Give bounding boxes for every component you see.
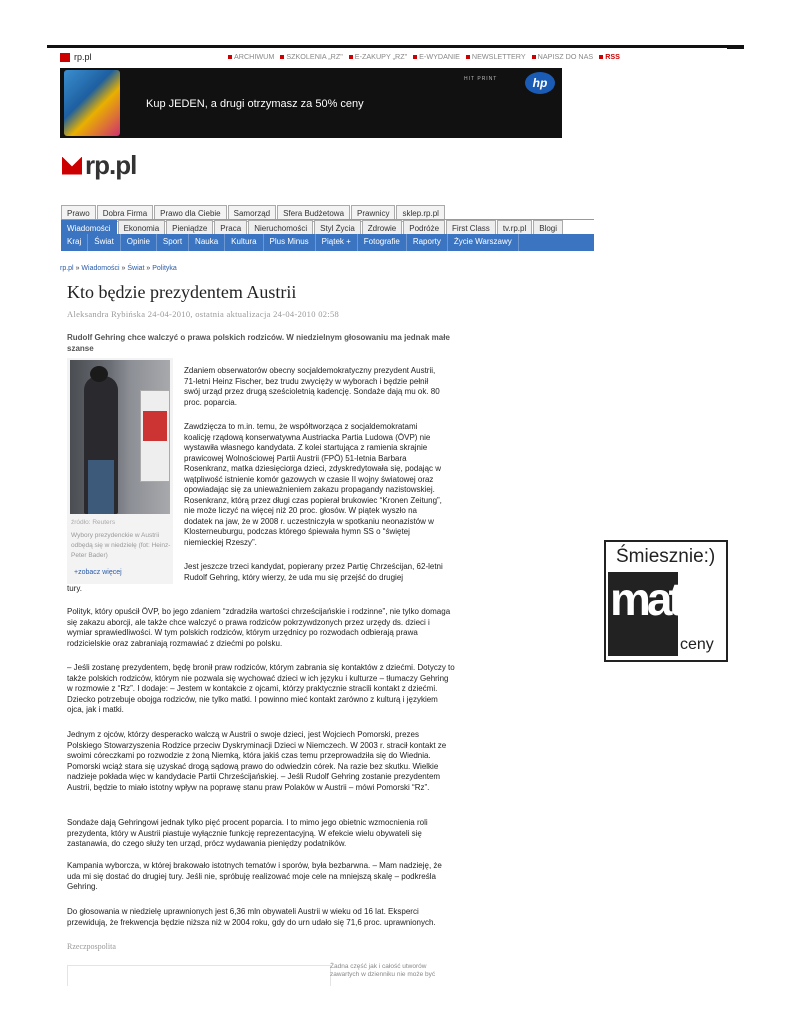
photo-source: źródło: Reuters: [71, 519, 116, 526]
tab-blogi[interactable]: Blogi: [533, 220, 563, 237]
logo-mark-icon: [60, 53, 70, 62]
bullet-icon: [349, 55, 353, 59]
article-photo-box: [67, 358, 173, 584]
article-title: Kto będzie prezydentem Austrii: [67, 282, 297, 302]
top-nav: [228, 52, 620, 61]
photo-figure-legs: [88, 460, 114, 514]
footer-box: [67, 965, 331, 986]
side-ad-headline: Śmiesznie:): [616, 546, 716, 567]
article-paragraph: Jest jeszcze trzeci kandydat, popierany przez Partię Chrześcijan, 62-letni Rudolf Gehring, który wierzy, że uda mu się przejść do drugiej: [184, 562, 443, 582]
breadcrumb: [60, 265, 177, 272]
small-logo[interactable]: [60, 52, 92, 62]
bullet-icon: [532, 55, 536, 59]
tab-podroze[interactable]: Podróże: [403, 220, 445, 237]
tab-ekonomia[interactable]: Ekonomia: [118, 220, 166, 237]
breadcrumb-item[interactable]: Wiadomości: [81, 265, 120, 272]
top-rule-tick: [727, 45, 744, 49]
tab-nieruchomosci[interactable]: Nieruchomości: [248, 220, 313, 237]
article-paragraph: Polityk, który opuścił ÖVP, bo jego zdaniem “zdradziła wartości chrześcijańskie i rodzinne”, nie tylko domaga się zakazu aborcji, ale także chce walczyć o prawa rodziców pokrzywdzonych przez urzędy ds. dzieci i wymiar sprawiedliwości. W tym polskich rodziców, którym urzędnicy po rozwodach odbierają prawa rodzicielskie oraz zabraniają rozmawiać z dziećmi po polsku.: [67, 607, 451, 648]
topnav-item-e-wydanie[interactable]: [413, 52, 460, 61]
tab-prawo-dla-ciebie[interactable]: Prawo dla Ciebie: [154, 205, 226, 222]
bullet-icon: [599, 55, 603, 59]
tab-first-class[interactable]: First Class: [446, 220, 496, 237]
side-ad[interactable]: [604, 540, 728, 662]
bullet-icon: [228, 55, 232, 59]
topnav-item-newslettery[interactable]: [466, 52, 526, 61]
side-ad-suffix: ceny: [680, 636, 714, 653]
article-lead: Rudolf Gehring chce walczyć o prawa polskich rodziców. W niedzielnym głosowaniu ma jednak małe szanse: [67, 333, 450, 353]
subnav-sport[interactable]: Sport: [157, 234, 189, 251]
article-paragraph: Do głosowania w niedzielę uprawnionych jest 6,36 mln obywateli Austrii w wieku od 16 lat. Eksperci przewidują, że frekwencja będzie niższa niż w 2004 roku, gdy do urn udało się 71,6 proc. uprawnionych.: [67, 907, 436, 927]
tab-styl-zycia[interactable]: Styl Życia: [314, 220, 361, 237]
article-paragraph: tury.: [67, 584, 82, 593]
subnav-bar: [61, 234, 594, 251]
article-paragraph: Sondaże dają Gehringowi jednak tylko pięć procent poparcia. I to mimo jego obietnic wzmocnienia roli prezydenta, który w Austrii piastuje wyłącznie funkcję reprezentacyjną. W efekcie wielu obywateli się zastanawia, do czego służy ten urząd, prócz wydawania pieniędzy podatników.: [67, 818, 428, 848]
subnav-zycie-warszawy[interactable]: Życie Warszawy: [448, 234, 519, 251]
banner-tagline: HIT PRINT: [464, 76, 498, 82]
tab-zdrowie[interactable]: Zdrowie: [362, 220, 402, 237]
tab-tv[interactable]: tv.rp.pl: [497, 220, 532, 237]
photo-billboard-poster: [143, 411, 167, 441]
breadcrumb-separator: »: [144, 265, 153, 272]
tab-samorzad[interactable]: Samorząd: [228, 205, 276, 222]
bullet-icon: [280, 55, 284, 59]
banner-text: Kup JEDEN, a drugi otrzymasz za 50% ceny: [146, 98, 364, 110]
subnav-piatek[interactable]: Piątek +: [316, 234, 358, 251]
subnav-nauka[interactable]: Nauka: [189, 234, 225, 251]
site-logo-text: rp.pl: [85, 150, 137, 180]
small-logo-text: rp.pl: [74, 52, 92, 62]
article-byline: Aleksandra Rybińska 24-04-2010, ostatnia aktualizacja 24-04-2010 02:58: [67, 309, 340, 319]
tab-sfera-budzetowa[interactable]: Sfera Budżetowa: [277, 205, 350, 222]
article-paragraph: – Jeśli zostanę prezydentem, będę bronił praw rodziców, którym zabrania się kontaktów z dziećmi. Dotyczy to także polskich rodziców, którym nie pozwala się wychować dzieci w ich języku i kulturze – tłumaczy Gehring w rozmowie z “Rz”. I dodaje: – Jestem w kontakcie z ojcami, którzy praktycznie stracili kontakt z dziećmi. Dziecko potrzebuje obojga rodziców, nie tylko matki. I powinno mieć kontakt zarówno z kulturą i językiem ojca, jak i matki.: [67, 663, 455, 714]
tab-pieniadze[interactable]: Pieniądze: [166, 220, 213, 237]
hp-logo: hp: [525, 72, 555, 94]
subnav-opinie[interactable]: Opinie: [121, 234, 157, 251]
breadcrumb-separator: »: [73, 265, 82, 272]
topnav-item-rss[interactable]: [599, 52, 620, 61]
article-source: Rzeczpospolita: [67, 942, 116, 951]
bullet-icon: [413, 55, 417, 59]
article-paragraph: Jednym z ojców, którzy desperacko walczą w Austrii o swoje dzieci, jest Wojciech Pomorski, prezes Polskiego Stowarzyszenia Rodzice przeciw Dyskryminacji Dzieci w Niemczech. W 2003 r. stracił kontakt ze swoimi córeczkami po rozwodzie z żoną Niemką, która jakiś czas temu przeprowadziła się do Wiednia. Pomorski wciąż stara się uzyskać drogą sądową prawo do odwiedzin córek. Na razie bez skutku. Wielkie nadzieje pokłada więc w kandydacie Partii Chrześcijańskiej. – Jeśli Rudolf Gehring zostanie prezydentem Austrii, będzie to miało istotny wpływ na poprawę stanu praw Polaków w Austrii – mówi Pomorski “Rz”.: [67, 730, 447, 792]
topnav-label: E-WYDANIE: [419, 52, 460, 61]
topnav-label: ARCHIWUM: [234, 52, 275, 61]
tab-prawo[interactable]: Prawo: [61, 205, 96, 222]
photo-caption: Wybory prezydenckie w Austrii odbędą się w niedzielę (fot: Heinz-Peter Bader): [71, 532, 171, 559]
breadcrumb-separator: »: [119, 265, 128, 272]
topnav-item-napisz[interactable]: [532, 52, 594, 61]
subnav-swiat[interactable]: Świat: [88, 234, 121, 251]
topnav-label: E-ZAKUPY „RZ": [354, 52, 408, 61]
article-paragraph: Kampania wyborcza, w której brakowało istotnych tematów i sporów, była bezbarwna. – Mam nadzieję, że uda mi się dostać do drugiej tury. Jeśli nie, spróbuję realizować moje cele na mniejszą skalę – podkreśla Gehring.: [67, 861, 442, 891]
tab-dobra-firma[interactable]: Dobra Firma: [97, 205, 153, 222]
top-rule: [47, 45, 744, 48]
topnav-label: NAPISZ DO NAS: [537, 52, 594, 61]
photo-billboard: [140, 390, 170, 482]
article-paragraph: Zawdzięcza to m.in. temu, że współtworząca z socjaldemokratami koalicję rządową konserwatywna Austriacka Partia Ludowa (ÖVP) nie wystawiła własnego kandydata. Z kolei startująca z ramienia skrajnie prawicowej Wolnościowej Partii Austrii (FPÖ) 51-letnia Barbara Rosenkranz, matka dziesięciorga dzieci, zdyskredytowała się, podając w wątpliwość istnienie komór gazowych w czasie II wojny światowej oraz opowiadając się za unieważnieniem zakazu propagandy nazistowskiej. Rosenkranz, którą przez długi czas popierał brukowiec “Kronen Zeitung”, nie może liczyć na więcej niż 20 proc. głosów. W piątek wyszło na dodatek na jaw, że w 2008 r. uczestniczyła w spotkaniu neonazistów w Klosterneuburgu, podczas którego śpiewała hymn SS o “świętej niemieckiej Rzeszy”.: [184, 422, 442, 547]
tab-wiadomosci[interactable]: Wiadomości: [61, 220, 117, 237]
subnav-kraj[interactable]: Kraj: [61, 234, 88, 251]
article-paragraph: Zdaniem obserwatorów obecny socjaldemokratyczny prezydent Austrii, 71-letni Heinz Fischer, bez trudu zwycięży w wyborach i będzie pełnił swój urząd przez drugą sześcioletnią kadencję. Sondaże dają mu ok. 80 proc. poparcia.: [184, 366, 440, 407]
topnav-item-e-zakupy[interactable]: [349, 52, 407, 61]
banner-ad[interactable]: [60, 68, 562, 138]
tab-prawnicy[interactable]: Prawnicy: [351, 205, 395, 222]
photo-more-link[interactable]: +zobacz więcej: [74, 569, 122, 576]
breadcrumb-item[interactable]: Polityka: [152, 265, 177, 272]
tab-sklep[interactable]: sklep.rp.pl: [396, 205, 444, 222]
bullet-icon: [466, 55, 470, 59]
subnav-kultura[interactable]: Kultura: [225, 234, 263, 251]
topnav-item-archiwum[interactable]: [228, 52, 274, 61]
logo-mark-icon: [62, 157, 82, 175]
subnav-plus-minus[interactable]: Plus Minus: [264, 234, 316, 251]
photo-figure-head: [90, 366, 108, 382]
breadcrumb-item[interactable]: Świat: [127, 265, 145, 272]
tab-praca[interactable]: Praca: [214, 220, 247, 237]
banner-products-image: [64, 70, 120, 136]
topnav-label: SZKOLENIA „RZ": [286, 52, 343, 61]
side-ad-word: mate: [610, 573, 702, 625]
subnav-fotografie[interactable]: Fotografie: [358, 234, 407, 251]
breadcrumb-item[interactable]: rp.pl: [60, 265, 74, 272]
article-photo[interactable]: [70, 360, 170, 514]
topnav-item-szkolenia[interactable]: [280, 52, 342, 61]
topnav-label: NEWSLETTERY: [471, 52, 526, 61]
subnav-raporty[interactable]: Raporty: [407, 234, 448, 251]
site-logo[interactable]: [62, 150, 136, 181]
topnav-label: RSS: [605, 52, 620, 61]
copyright-note: Żadna część jak i całość utworów zawartych w dzienniku nie może być: [330, 963, 436, 978]
